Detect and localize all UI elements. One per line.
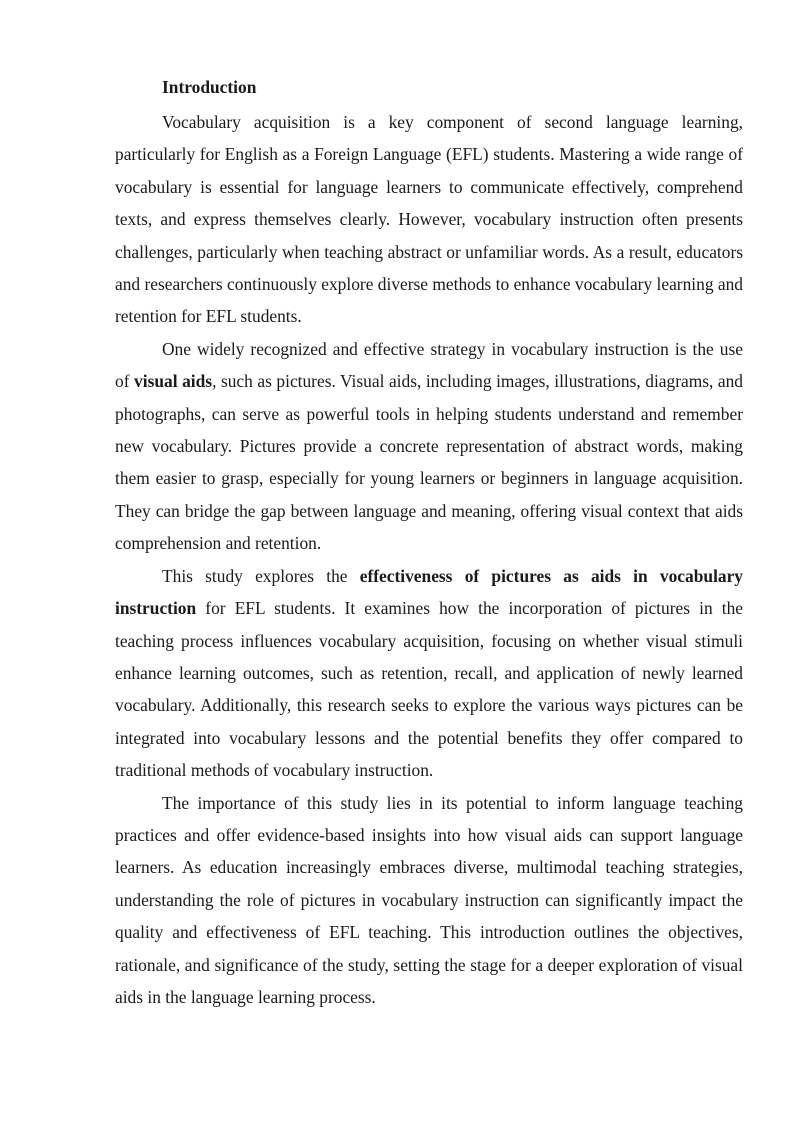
paragraph-text: for EFL students. It examines how the incorporation of pictures in the teaching process influences vocabulary acquisition, focusing on whether visual stimuli enhance learning outcomes, such as retention, recall, and application of newly learned vocabulary. Additionally, this research seeks to explore the various ways pictures can be integrated into vocabulary lessons and the potential benefits they offer compared to traditional methods of vocabulary instruction. [115,598,743,781]
paragraph-text: One widely recognized and effective strategy in vocabulary instruction is the use of [115,338,743,392]
paragraph-text: , such as pictures. Visual aids, including images, illustrations, diagrams, and photographs, can serve as powerful tools in helping students understand and remember new vocabulary. Pictures provide a concrete representation of abstract words, making them easier to grasp, especially for young learners or beginners in language acquisition. They can bridge the gap between language and meaning, offering visual context that aids comprehension and retention. [115,371,744,554]
paragraph-4 [115,787,743,1014]
section-heading: Introduction [162,77,257,97]
paragraph-text: Vocabulary acquisition is a key component of second language learning, particularly for English as a Foreign Language (EFL) students. Mastering a wide range of vocabulary is essential for language learners to communicate effectively, comprehend texts, and express themselves clearly. However, vocabulary instruction often presents challenges, particularly when teaching abstract or unfamiliar words. As a result, educators and researchers continuously explore diverse methods to enhance vocabulary learning and retention for EFL students. [115,112,743,327]
paragraph-1 [115,106,743,333]
paragraph-text: The importance of this study lies in its potential to inform language teaching practices and offer evidence-based insights into how visual aids can support language learners. As education increasingly embraces diverse, multimodal teaching strategies, understanding the role of pictures in vocabulary instruction can significantly impact the quality and effectiveness of EFL teaching. This introduction outlines the objectives, rationale, and significance of the study, setting the stage for a deeper exploration of visual aids in the language learning process. [115,792,743,1007]
paragraph-3 [115,560,743,787]
emphasis-text: effectiveness of pictures as aids in vocabulary instruction [115,565,744,619]
paragraph-text: This study explores the [162,565,360,586]
paragraph-2 [115,333,743,560]
document-body [115,74,743,1013]
emphasis-text: visual aids [134,371,213,392]
